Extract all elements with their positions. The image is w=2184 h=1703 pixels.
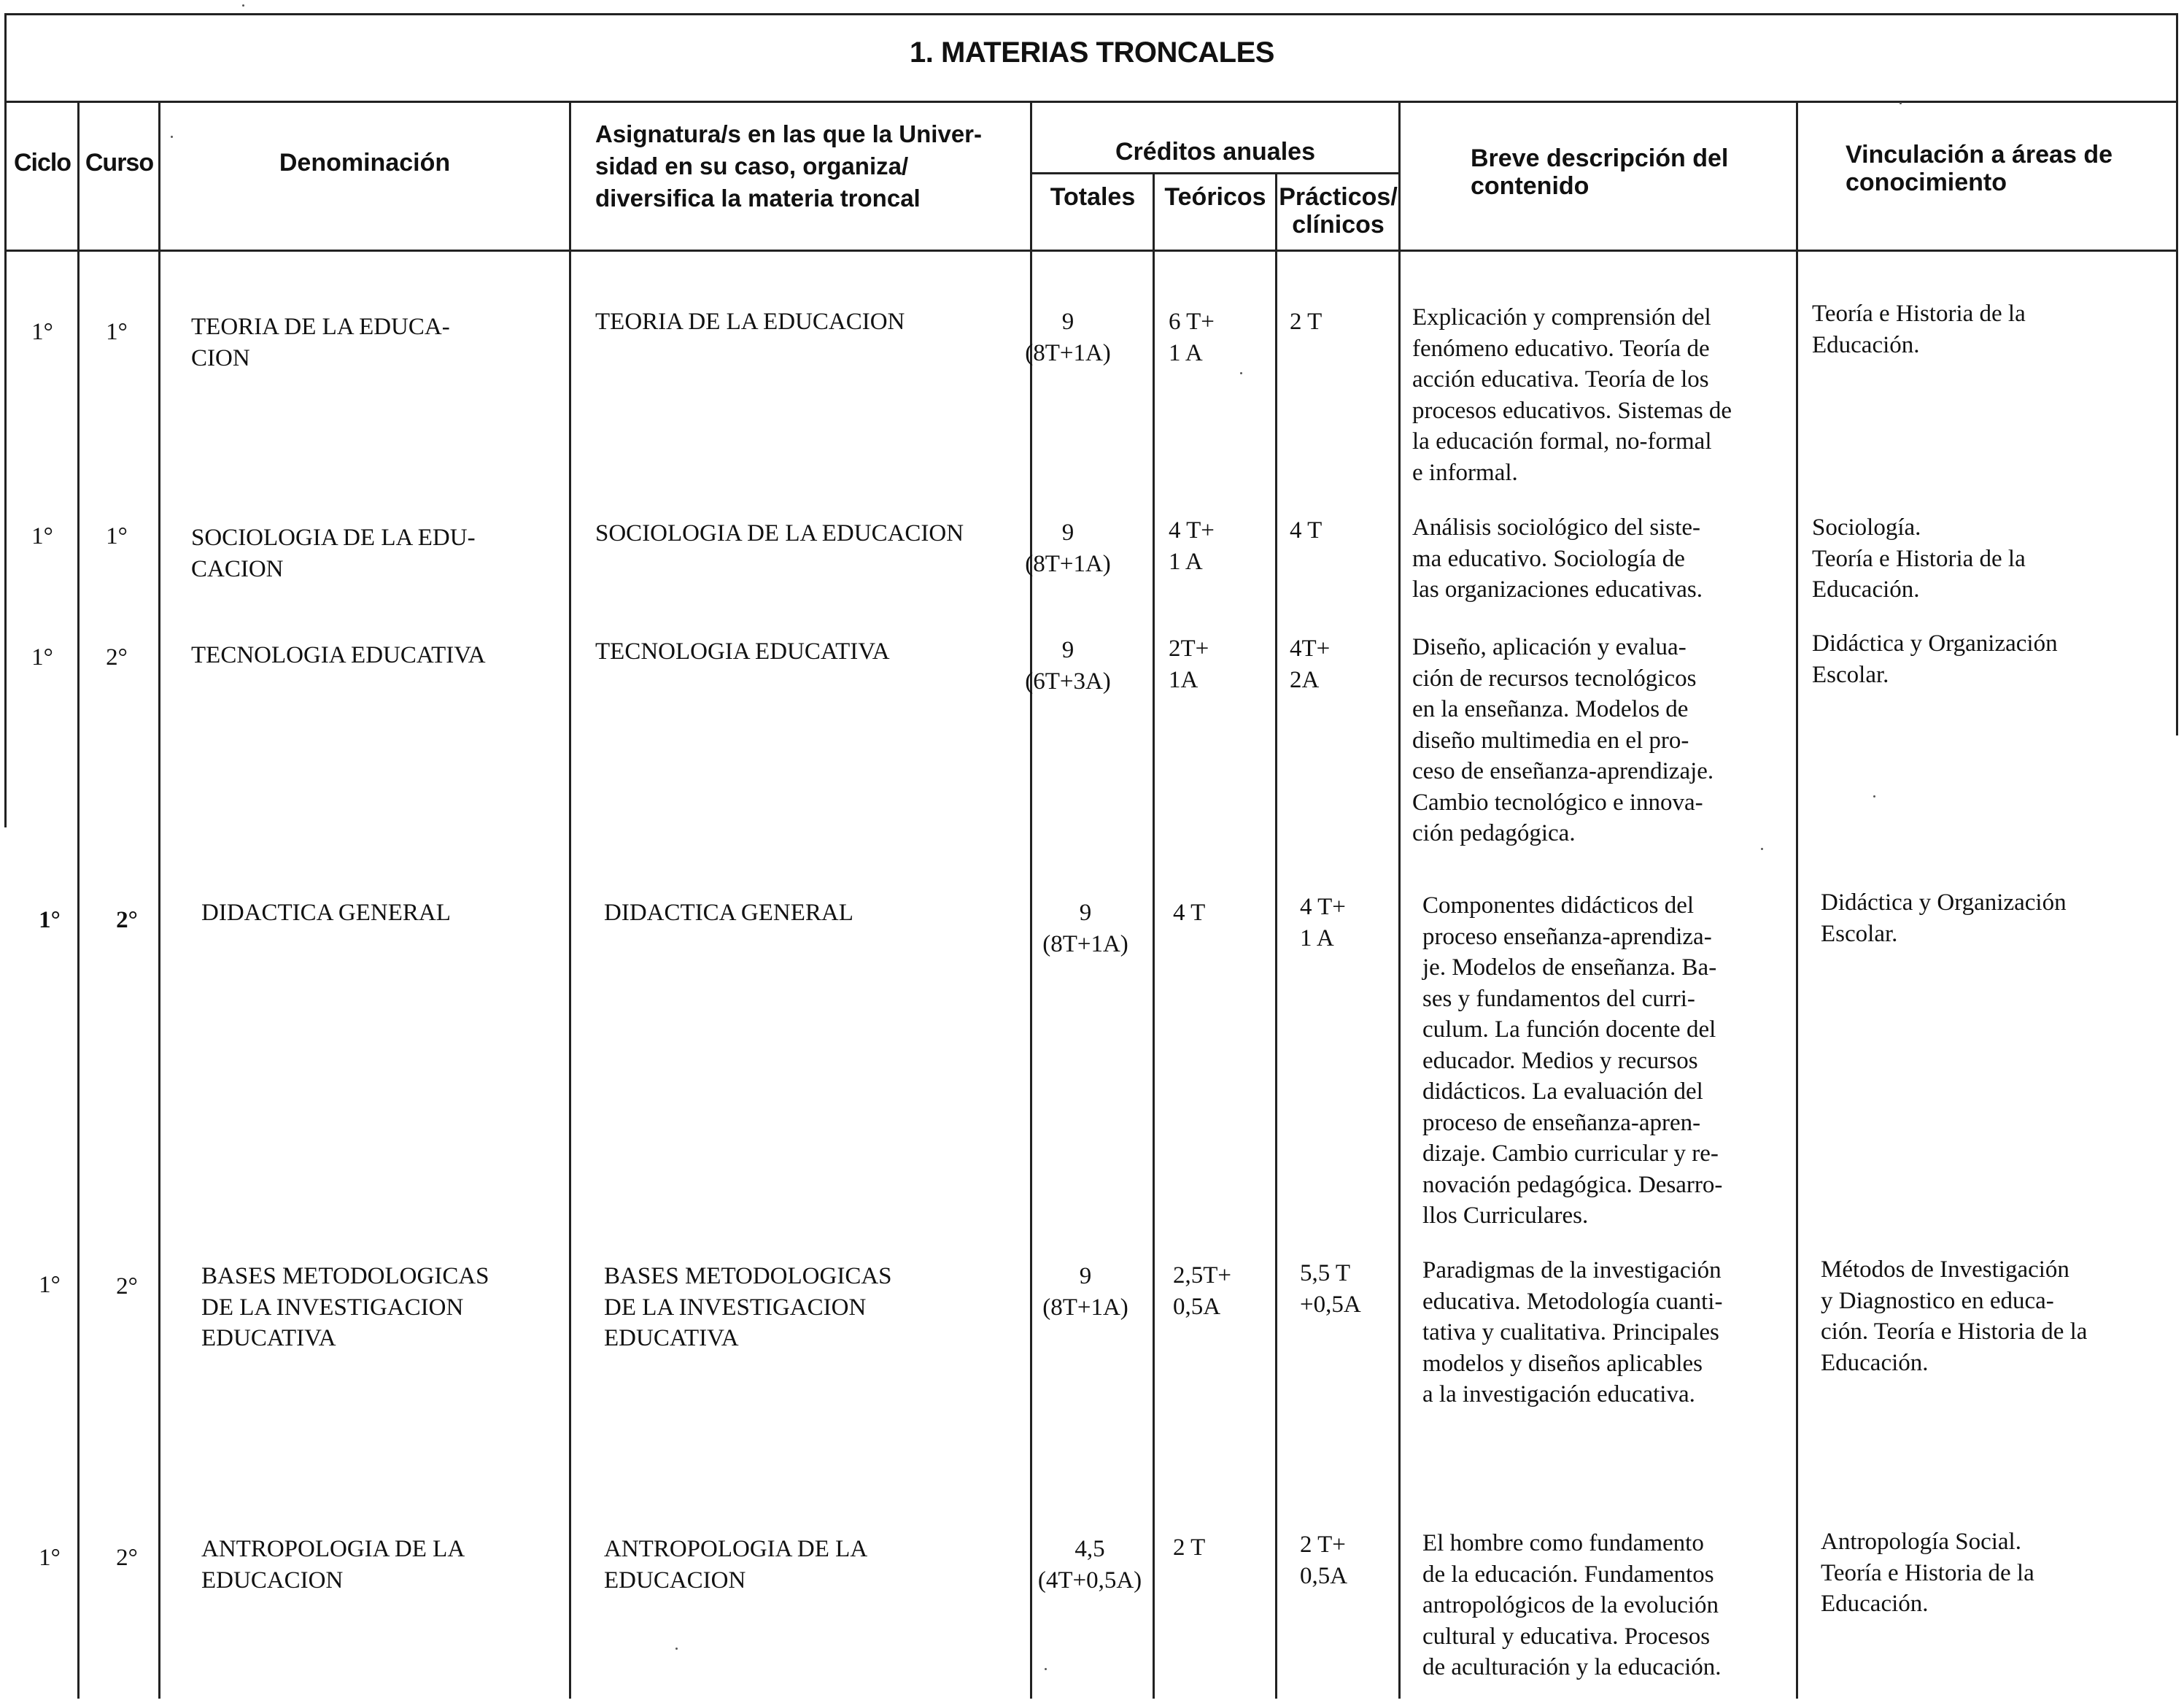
cell-vinculacion: Sociología. Teoría e Historia de la Educación. <box>1812 514 2026 603</box>
cell-teoricos: 2,5T+ 0,5A <box>1173 1262 1232 1320</box>
cell-ciclo: 1° <box>39 1545 61 1571</box>
table-title: 1. MATERIAS TRONCALES <box>910 36 1274 69</box>
cell-descripcion: Análisis sociológico del siste- ma educativo. Sociología de las organizaciones educativas. <box>1412 514 1703 603</box>
cell-denominacion: SOCIOLOGIA DE LA EDU- CACION <box>191 525 476 582</box>
scan-speck <box>675 1648 678 1650</box>
cell-descripcion: El hombre como fundamento de la educación. Fundamentos antropológicos de la evolución cultural y educativa. Procesos de aculturación y la educación. <box>1422 1530 1722 1680</box>
cell-practicos: 4T+ 2A <box>1290 636 1331 693</box>
cell-vinculacion: Teoría e Historia de la Educación. <box>1812 301 2026 358</box>
header-curso: Curso <box>85 149 154 177</box>
cell-totales: 4,5 (4T+0,5A) <box>1037 1536 1142 1594</box>
cell-totales: 9 (8T+1A) <box>1042 900 1128 957</box>
cell-ciclo: 1° <box>31 319 53 345</box>
cell-descripcion: Explicación y comprensión del fenómeno educativo. Teoría de acción educativa. Teoría de los procesos educativos. Sistemas de la educación formal, no-formal e informal. <box>1412 304 1732 486</box>
cell-denominacion: ANTROPOLOGIA DE LA EDUCACION <box>201 1536 465 1594</box>
cell-vinculacion: Antropología Social. Teoría e Historia de la Educación. <box>1821 1529 2034 1617</box>
cell-asignatura: TECNOLOGIA EDUCATIVA <box>595 638 890 665</box>
cell-practicos: 2 T <box>1290 309 1323 335</box>
table-left-border <box>4 13 7 827</box>
cell-descripcion: Paradigmas de la investigación educativa. Metodología cuanti- tativa y cualitativa. Principales modelos y diseños aplicables a la investigación educativa. <box>1422 1257 1723 1407</box>
cell-asignatura: ANTROPOLOGIA DE LA EDUCACION <box>604 1536 868 1594</box>
header-practicos: Prácticos/ clínicos <box>1279 183 1398 239</box>
table-right-border <box>2176 13 2178 735</box>
header-ciclo: Ciclo <box>13 149 71 177</box>
scan-speck <box>242 4 244 7</box>
cell-ciclo: 1° <box>39 907 61 933</box>
cell-totales: 9 (8T+1A) <box>1025 520 1111 577</box>
cell-practicos: 2 T+ 0,5A <box>1300 1532 1348 1589</box>
cell-asignatura: BASES METODOLOGICAS DE LA INVESTIGACION EDUCATIVA <box>604 1263 892 1351</box>
column-divider-denominacion <box>569 101 571 1699</box>
cell-teoricos: 4 T <box>1173 900 1206 926</box>
cell-practicos: 4 T <box>1290 517 1323 544</box>
scan-speck <box>1900 102 1902 104</box>
scan-speck <box>1045 1668 1047 1670</box>
header-asignaturas: Asignatura/s en las que la Univer- sidad en su caso, organiza/ diversifica la materia troncal <box>595 120 982 212</box>
column-divider-curso <box>158 101 160 1699</box>
cell-curso: 1° <box>106 523 128 549</box>
header-denominacion: Denominación <box>279 149 451 177</box>
column-divider-descripcion <box>1796 101 1798 1699</box>
header-descripcion: Breve descripción del contenido <box>1471 144 1729 200</box>
cell-vinculacion: Didáctica y Organización Escolar. <box>1812 630 2058 688</box>
cell-curso: 2° <box>116 907 138 933</box>
column-divider-ciclo <box>77 101 80 1699</box>
cell-curso: 2° <box>116 1273 138 1300</box>
header-teoricos: Teóricos <box>1164 183 1266 211</box>
cell-ciclo: 1° <box>39 1272 61 1298</box>
cell-vinculacion: Didáctica y Organización Escolar. <box>1821 889 2067 947</box>
cell-denominacion: BASES METODOLOGICAS DE LA INVESTIGACION EDUCATIVA <box>201 1263 489 1351</box>
cell-ciclo: 1° <box>31 644 53 671</box>
cell-teoricos: 2T+ 1A <box>1169 636 1209 693</box>
header-vinculacion: Vinculación a áreas de conocimiento <box>1846 141 2113 196</box>
cell-asignatura: DIDACTICA GENERAL <box>604 900 853 926</box>
cell-descripcion: Componentes didácticos del proceso enseñanza-aprendiza- je. Modelos de enseñanza. Ba- ses y fundamentos del curri- culum. La función docente del educador. Medios y recursos didácticos. La evaluación del proceso de enseñanza-apren- dizaje. Cambio curricular y re- novación pedagógica. Desarro- llos Curriculares. <box>1422 892 1723 1229</box>
cell-totales: 9 (8T+1A) <box>1042 1263 1128 1321</box>
column-divider-practicos <box>1398 101 1401 1699</box>
column-divider-totales <box>1153 172 1155 1699</box>
cell-denominacion: TECNOLOGIA EDUCATIVA <box>191 642 486 668</box>
header-bottom-rule <box>4 250 2178 252</box>
cell-totales: 9 (8T+1A) <box>1025 309 1111 366</box>
cell-curso: 1° <box>106 319 128 345</box>
cell-curso: 2° <box>116 1545 138 1571</box>
creditos-subheader-rule <box>1030 172 1399 174</box>
header-creditos-anuales: Créditos anuales <box>1115 138 1315 166</box>
cell-practicos: 5,5 T +0,5A <box>1300 1260 1361 1318</box>
scan-speck <box>1873 795 1875 798</box>
title-bottom-rule <box>4 101 2178 103</box>
cell-asignatura: TEORIA DE LA EDUCACION <box>595 309 905 335</box>
cell-curso: 2° <box>106 644 128 671</box>
scan-speck <box>171 136 173 138</box>
cell-vinculacion: Métodos de Investigación y Diagnostico en educa- ción. Teoría e Historia de la Educación. <box>1821 1256 2088 1376</box>
table-top-border <box>4 13 2178 15</box>
cell-descripcion: Diseño, aplicación y evalua- ción de recursos tecnológicos en la enseñanza. Modelos de diseño multimedia en el pro- ceso de enseñanza-aprendizaje. Cambio tecnológico e innova- ción pedagógica. <box>1412 634 1714 846</box>
scan-speck <box>1240 372 1242 374</box>
cell-practicos: 4 T+ 1 A <box>1300 894 1346 951</box>
cell-teoricos: 2 T <box>1173 1534 1206 1561</box>
cell-asignatura: SOCIOLOGIA DE LA EDUCACION <box>595 520 964 547</box>
cell-ciclo: 1° <box>31 523 53 549</box>
cell-teoricos: 4 T+ 1 A <box>1169 517 1215 575</box>
scan-speck <box>1761 848 1763 850</box>
header-totales: Totales <box>1050 183 1136 211</box>
cell-teoricos: 6 T+ 1 A <box>1169 309 1215 366</box>
cell-denominacion: TEORIA DE LA EDUCA- CION <box>191 314 450 371</box>
cell-denominacion: DIDACTICA GENERAL <box>201 900 451 926</box>
column-divider-teoricos <box>1275 172 1277 1699</box>
cell-totales: 9 (6T+3A) <box>1025 637 1111 695</box>
